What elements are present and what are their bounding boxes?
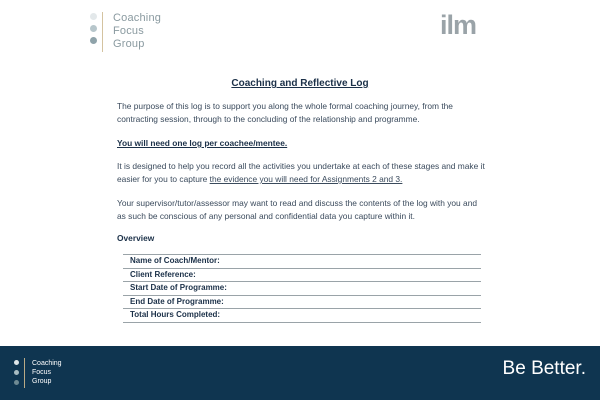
- footer-banner: [0, 346, 600, 400]
- overview-row-end-date: End Date of Programme:: [123, 296, 481, 310]
- footer-logo-text: Coaching Focus Group: [32, 360, 62, 385]
- overview-heading: Overview: [117, 233, 155, 243]
- confidentiality-paragraph: Your supervisor/tutor/assessor may want to read and discuss the contents of the log with you and as such be conscious of any personal and confidential data you capture within it.: [117, 198, 478, 221]
- overview-table: [123, 254, 481, 323]
- overview-row-total-hours: Total Hours Completed:: [123, 309, 481, 323]
- tagline: Be Better.: [502, 358, 586, 379]
- footer-logo-divider: [24, 358, 25, 388]
- overview-row-coach: Name of Coach/Mentor:: [123, 255, 481, 269]
- overview-row-start-date: Start Date of Programme:: [123, 282, 481, 296]
- ilm-logo: ilm: [440, 10, 477, 40]
- overview-row-client: Client Reference:: [123, 269, 481, 283]
- purpose-paragraph: It is designed to help you record all the activities you undertake at each of these stages and make it easier for you to capture the evidence you will need for Assignments 2 and 3.: [117, 161, 485, 184]
- footer-logo-dots-icon: [14, 359, 20, 387]
- logo-text: Coaching Focus Group: [113, 12, 162, 50]
- document-title: Coaching and Reflective Log: [231, 78, 369, 89]
- footer-logo: [14, 358, 94, 388]
- logo-divider: [102, 12, 103, 52]
- assignments-evidence-text: the evidence you will need for Assignments 2 and 3.: [209, 174, 403, 184]
- log-requirement-note: You will need one log per coachee/mentee.: [117, 138, 288, 148]
- logo-dots-icon: [90, 12, 98, 52]
- intro-paragraph: The purpose of this log is to support you along the whole formal coaching journey, from the contracting session, through to the concluding of the relationship and programme.: [117, 101, 453, 124]
- coaching-focus-group-logo: [90, 12, 200, 52]
